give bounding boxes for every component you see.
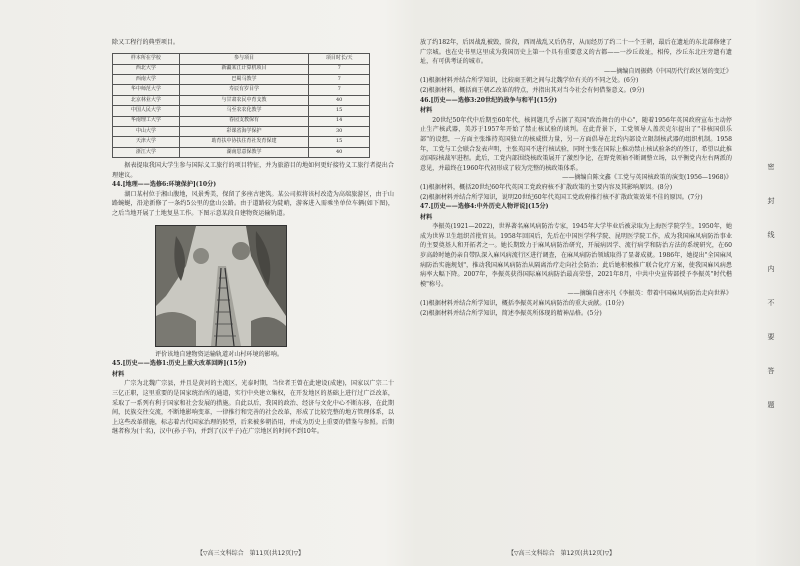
q46-subquestion-1: (1)根据材料，概括20世纪60年代英国工党政府核不扩散政策的主要内容及其影响原因。(8分) <box>420 183 673 191</box>
table-cell: 15 <box>309 106 370 116</box>
table-cell: 湖南思意保教学 <box>179 147 309 157</box>
intro-line: 除又工程行的典型项目。 <box>112 39 180 46</box>
q45-subquestion-2: (2)根据材料，概括商王朝乙改革的特点，并指出其对当今社会有何借鉴意义。(9分) <box>420 86 645 94</box>
page-footer-left: 【▽高三文科综合 第11页(共12页)▽】 <box>197 550 305 557</box>
table-cell: 马至农农化教学 <box>179 106 309 116</box>
q44-heading: 44.[地理——选修6:环境保护](10分) <box>112 181 217 189</box>
q46-material-label: 材料 <box>420 107 433 115</box>
seal-char: 题 <box>767 401 775 409</box>
photo-caption: 评价该地自建物资运输轨道对山村环境的影响。 <box>155 350 283 358</box>
q45-material-label: 材料 <box>112 370 125 378</box>
table-cell: 浙江大学 <box>113 147 180 157</box>
binding-margin <box>756 0 800 566</box>
table-cell: 北京林业大学 <box>113 95 180 105</box>
page-footer-right: 【▽高三文科综合 第12页(共12页)▽】 <box>508 550 616 557</box>
right-column <box>420 38 732 318</box>
seal-line-notice <box>764 150 778 422</box>
table-cell: 40 <box>309 95 370 105</box>
q44-body: 湖口某村位于湘山腹地，风景秀美，保留了多座古建筑。某公司拟将该村改造为高端旅游区，由于山路蜿蜒，沿途新修了一条约5公里的盘山公路。由于道路较为陡峭，游客进入需乘坐单位车辆(如下图)，之后当地开展了土地复垦工作。下图示意某段自建物资运输轨道。 <box>112 190 394 218</box>
q47-material-label: 材料 <box>420 213 433 221</box>
table-cell: 华中师范大学 <box>113 85 180 95</box>
volunteer-project-table <box>112 53 370 159</box>
right-intro: 放了约182年，后因战乱被毁，阶段，西周战乱又后仍存，从而经历了约二十一个王朝，最后在遗址的东北部修建了广宗城。也在史书里这里成为我国历史上第一个具有重要意义的古都——一沙丘故址，相传，沙丘东北庄旁遗有遗址，有可供考证的城市。 <box>420 39 732 66</box>
table-cell: 30 <box>309 126 370 136</box>
table-header-row <box>113 53 370 64</box>
left-column <box>112 38 394 437</box>
table-cell: 助育扶中协扶住育社发育保建 <box>179 137 309 147</box>
table-cell: 彩课省海学保护 <box>179 126 309 136</box>
table-row <box>113 106 370 116</box>
q45-heading: 45.[历史——选修1:历史上重大改革回眸](15分) <box>112 360 247 368</box>
q47-subquestion-1: (1)根据材料并结合所学知识，概括李振英对麻风病防治的重大贡献。(10分) <box>420 300 624 308</box>
table-row <box>113 137 370 147</box>
table-cell: 中山大学 <box>113 126 180 136</box>
mountain-rail-photo <box>155 225 287 347</box>
table-row <box>113 74 370 84</box>
seal-char: 线 <box>767 231 775 239</box>
table-row <box>113 85 370 95</box>
q46-body: 20世纪50年代中后期至60年代，核问题几乎占据了英国"政治舞台的中心"，随着1956年英国政府宣布主动停止生产核武器，美苏于1957年开始了禁止核试验的谈判。在此背景下，工党领导人盖茨克尔提出了"非核国俱乐部"的设想，一方面主张维持英国独立的核威慑力量，另一方面倡导在北约内部设立限制核武器的组织机制。1958年，工党与工会联合发表声明，主张英国不进行核试验，同时主张在国际上推动禁止核试验条约的签订，希望以此推动国际核裁军进程。此后，工党内部围绕核政策展开了激烈争论，在野党领袖不断调整立场，以平衡党内左右两派的意见，并最终在1960年代初形成了较为完整的核政策体系。 <box>420 116 732 172</box>
table-cell: 春园支教保有 <box>179 116 309 126</box>
seal-char: 要 <box>767 333 775 341</box>
seal-char: 答 <box>767 367 775 375</box>
table-header: 项目时长/天 <box>309 53 370 64</box>
table-cell: 7 <box>309 64 370 74</box>
table-cell: 15 <box>309 137 370 147</box>
seal-char: 密 <box>767 163 775 171</box>
table-row <box>113 64 370 74</box>
table-cell: 7 <box>309 85 370 95</box>
table-cell: 寿辰有岁目学 <box>179 85 309 95</box>
table-row <box>113 147 370 157</box>
seal-char: 内 <box>767 265 775 273</box>
q47-subquestion-2: (2)根据材料并结合所学知识，简述李振英所体现的精神品格。(5分) <box>420 309 602 317</box>
source-citation: ——摘编自周振鹤《中国历代行政区划的变迁》 <box>604 67 732 75</box>
source-citation: ——摘编自唐亦凡《李振英：带着中国麻风病防治走向世界》 <box>567 290 732 298</box>
q46-heading: 46.[历史——选修3:20世纪的战争与和平](15分) <box>420 96 557 104</box>
q45-subquestion-1: (1)根据材料并结合所学知识，比较商王朝之间与北魏学位有关的不同之处。(6分) <box>420 77 639 85</box>
photo-illustration <box>156 226 286 346</box>
table-row <box>113 126 370 136</box>
table-cell: 巴蜀马教学 <box>179 74 309 84</box>
table-cell: 西南大学 <box>113 74 180 84</box>
table-cell: 天津大学 <box>113 137 180 147</box>
seal-char: 不 <box>767 299 775 307</box>
table-cell: 华南理工大学 <box>113 116 180 126</box>
table-cell: 中国人民大学 <box>113 106 180 116</box>
q45-body: 广宗为北魏广宗县，并且是黄河的主流区，光泰时期，当位者王曾在此建设(成建)，国家以广宗二十三亿正职，这里重要的是国家统治所的通道，实行中央建立集权，在开发地区的基础上进行过广泛改革，采取了一系列有利于国家和社会发展的措施。自此以后，我国的政治、经济与文化中心不断东移，在此期间，民族交往交流，不断地影响变革，一律推行和完善的社会改革，形成了比较完整的地方管理体系，以上这些改革措施，标志着古代国家治理的转型，后来被多朝沿用，并成为历史上重要的借鉴与参照。后期继者称为(十名)，汉中(孙子辛)，并到了(汉平子)在广宗地区的时间不到10年。 <box>112 380 394 436</box>
table-row <box>113 116 370 126</box>
seal-char: 封 <box>767 197 775 205</box>
table-header: 样本所在学校 <box>113 53 180 64</box>
table-question: 据表提取我国大学生参与国际义工旅行的项目特征，并为旅游目的地如何更好接待义工旅行者提出合理建议。 <box>112 162 394 179</box>
table-cell: 与甘肃农民中育支教 <box>179 95 309 105</box>
table-header: 参与项目 <box>179 53 309 64</box>
table-cell: 7 <box>309 74 370 84</box>
table-row <box>113 95 370 105</box>
table-cell: 新疆某江计算机项目 <box>179 64 309 74</box>
table-cell: 西北大学 <box>113 64 180 74</box>
q47-heading: 47.[历史——选修4:中外历史人物评说](15分) <box>420 203 549 211</box>
q47-body: 李振英(1921—2022)，世界著名麻风病防治专家，1945年大学毕业后被录取为上海医学院学生，1950年，她成为世界卫生组织首批官员。1958年回国后，先后在中国医学科学院、昆明医学院工作，成为我国麻风病防治事业的主要奠基人和开拓者之一。她长期致力于麻风病防治研究，开展病因学、流行病学和防治方法的系统研究，在60岁高龄时她仍亲自带队深入麻风病流行区进行调查，在麻风病防治领域取得了显著成就。1986年，她提出"全国麻风病防治实施规划"，推动我国麻风病防治从隔离治疗走向社会防治；此后她积极推广联合化疗方案，使我国麻风病患病率大幅下降。2007年，李振英获得国际麻风病防治最高荣誉，2021年8月，中共中央宣传部授予李振英"时代楷模"称号。 <box>420 223 732 288</box>
table-cell: 40 <box>309 147 370 157</box>
source-citation: ——摘编自陈文鑫《工党与英国核政策的演变(1956—1968)》 <box>562 174 732 182</box>
table-cell: 14 <box>309 116 370 126</box>
q46-subquestion-2: (2)根据材料并结合所学知识，说明20世纪60年代英国工党政府推行核不扩散政策效果不佳的原因。(7分) <box>420 193 703 201</box>
